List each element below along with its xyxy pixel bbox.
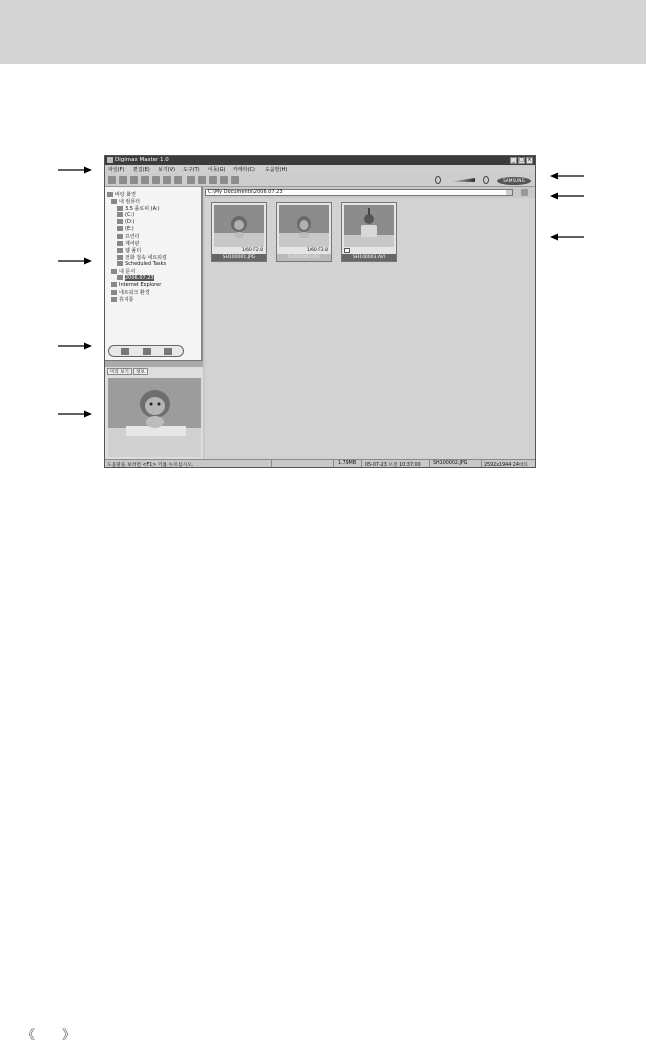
tree-item-desktop[interactable]: 바탕 화면 bbox=[107, 191, 136, 198]
tree-item-floppy[interactable]: 3.5 플로피 (A:) bbox=[117, 205, 160, 212]
share-view-icon[interactable] bbox=[164, 348, 172, 355]
thumbnail-2[interactable] bbox=[276, 202, 332, 262]
minimize-button[interactable]: _ bbox=[510, 157, 517, 164]
arrow-thumbnails-icon bbox=[550, 233, 584, 241]
status-size: 1.79MB bbox=[338, 461, 357, 466]
thumbnail-3[interactable] bbox=[341, 202, 397, 262]
status-resolution: 2592x1944 24비트 bbox=[484, 463, 529, 468]
toolbar-folder-icon[interactable] bbox=[108, 176, 116, 184]
toolbar-camera-icon[interactable] bbox=[187, 176, 195, 184]
thumbnail-image bbox=[214, 205, 264, 247]
status-bar bbox=[105, 459, 535, 467]
toolbar-rotate-right-icon[interactable] bbox=[152, 176, 160, 184]
maximize-button[interactable]: □ bbox=[519, 157, 524, 163]
network-icon bbox=[111, 290, 117, 295]
tree-item-recycle-bin[interactable]: 휴지통 bbox=[111, 296, 134, 303]
menu-file[interactable]: 파일(F) bbox=[108, 167, 125, 173]
menu-tools[interactable]: 도구(T) bbox=[183, 167, 200, 173]
menu-go[interactable]: 이동(G) bbox=[208, 167, 226, 173]
folder-icon bbox=[117, 261, 123, 266]
tree-item-printers[interactable]: 프린터 bbox=[117, 233, 140, 240]
zoom-in-icon[interactable] bbox=[483, 176, 489, 184]
desktop-icon bbox=[107, 192, 113, 197]
thumbnail-name: SH100001.JPG bbox=[212, 254, 266, 261]
folder-icon bbox=[111, 269, 117, 274]
thumbnail-image bbox=[344, 205, 394, 247]
drive-icon bbox=[117, 212, 123, 217]
control-panel-icon bbox=[117, 241, 123, 246]
menu-edit[interactable]: 편집(E) bbox=[133, 167, 150, 173]
thumbnail-pane bbox=[205, 198, 535, 459]
thumbnail-1[interactable] bbox=[211, 202, 267, 262]
view-mode-buttons bbox=[108, 345, 184, 357]
browser-icon bbox=[111, 282, 117, 287]
status-divider bbox=[429, 460, 430, 468]
menu-help[interactable]: 도움말(H) bbox=[265, 167, 288, 173]
toolbar-globe-icon[interactable] bbox=[198, 176, 206, 184]
samsung-logo: SAMSUNG bbox=[497, 177, 531, 185]
trash-icon bbox=[111, 297, 117, 302]
arrow-path-icon bbox=[550, 192, 584, 200]
thumbnail-info: 1/60 F2.8 bbox=[306, 248, 328, 253]
tree-item-drive-d[interactable]: (D:) bbox=[117, 219, 134, 226]
toolbar-copy-icon[interactable] bbox=[130, 176, 138, 184]
page-mark-left: 《 bbox=[22, 1028, 36, 1043]
drive-icon bbox=[117, 219, 123, 224]
printer-icon bbox=[117, 234, 123, 239]
status-divider bbox=[361, 460, 362, 468]
arrow-folder-tree-icon bbox=[58, 257, 92, 265]
window-title: Digimax Master 1.0 bbox=[115, 157, 169, 163]
status-date: 05-07-23 오전 10:37:00 bbox=[365, 463, 421, 468]
toolbar bbox=[105, 173, 535, 187]
thumbnail-name: SH100002.JPG bbox=[277, 254, 331, 261]
tree-item-control-panel[interactable]: 제어판 bbox=[117, 240, 140, 247]
left-pane bbox=[105, 187, 203, 459]
status-filename: SH100002.JPG bbox=[433, 461, 468, 466]
arrow-view-buttons-icon bbox=[58, 342, 92, 350]
app-icon bbox=[107, 157, 113, 163]
toolbar-rotate-left-icon[interactable] bbox=[141, 176, 149, 184]
arrow-menu-icon bbox=[58, 166, 92, 174]
menu-bar bbox=[105, 165, 535, 173]
path-field[interactable] bbox=[205, 189, 513, 196]
preview-panel bbox=[105, 360, 203, 459]
status-divider bbox=[333, 460, 334, 468]
tree-item-internet-explorer[interactable]: Internet Explorer bbox=[111, 282, 161, 289]
toolbar-film-icon[interactable] bbox=[220, 176, 228, 184]
path-dropdown-icon[interactable] bbox=[506, 190, 512, 195]
network-icon bbox=[117, 255, 123, 260]
tree-item-network[interactable]: 네트워크 환경 bbox=[111, 289, 150, 296]
tree-item-my-documents[interactable]: 내 문서 bbox=[111, 268, 135, 275]
status-divider bbox=[481, 460, 482, 468]
toolbar-home-icon[interactable] bbox=[231, 176, 239, 184]
menu-view[interactable]: 보기(V) bbox=[158, 167, 175, 173]
floppy-icon bbox=[117, 206, 123, 211]
tab-info[interactable]: 정보 bbox=[133, 368, 148, 375]
drive-icon bbox=[117, 226, 123, 231]
zoom-out-icon[interactable] bbox=[435, 176, 441, 184]
tree-item-my-computer[interactable]: 내 컴퓨터 bbox=[111, 198, 140, 205]
edit-view-icon[interactable] bbox=[143, 348, 151, 355]
computer-icon bbox=[111, 199, 117, 204]
status-progress-cell bbox=[271, 460, 333, 468]
preview-image bbox=[108, 378, 201, 457]
folder-icon bbox=[117, 248, 123, 253]
thumbnail-info: 1/60 F2.8 bbox=[241, 248, 263, 253]
close-button[interactable]: × bbox=[527, 157, 532, 163]
menu-camera[interactable]: 카메라(C) bbox=[233, 167, 255, 173]
thumbnail-image bbox=[279, 205, 329, 247]
arrow-preview-icon bbox=[58, 410, 92, 418]
app-window bbox=[104, 155, 536, 468]
folder-icon bbox=[117, 275, 123, 280]
thumbnail-name: SH100003.AVI bbox=[342, 254, 396, 261]
arrow-zoom-icon bbox=[550, 172, 584, 180]
toolbar-delete-icon[interactable] bbox=[174, 176, 182, 184]
help-icon[interactable] bbox=[521, 189, 528, 196]
toolbar-layout-icon[interactable] bbox=[209, 176, 217, 184]
zoom-slider[interactable] bbox=[447, 178, 475, 182]
preview-header bbox=[105, 361, 203, 367]
title-bar bbox=[105, 156, 535, 165]
tree-item-drive-c[interactable]: (C:) bbox=[117, 212, 134, 219]
tree-item-web-folders[interactable]: 웹 폴더 bbox=[117, 247, 141, 254]
path-text: C:\My Documents\2006.07.23 bbox=[208, 189, 283, 195]
toolbar-cut-icon[interactable] bbox=[163, 176, 171, 184]
tree-item-drive-e[interactable]: (E:) bbox=[117, 226, 134, 233]
status-help-text: 도움말을 보려면 <F1> 키를 누르십시오. bbox=[107, 463, 194, 468]
list-view-icon[interactable] bbox=[121, 348, 129, 355]
header-band bbox=[0, 0, 646, 64]
tree-item-scheduled-tasks[interactable]: Scheduled Tasks bbox=[117, 261, 166, 268]
tab-preview[interactable]: 미리 보기 bbox=[107, 368, 132, 375]
page-mark-right: 》 bbox=[62, 1028, 76, 1043]
video-file-icon bbox=[344, 248, 350, 253]
tree-item-dialup[interactable]: 전화 접속 네트워킹 bbox=[117, 254, 167, 261]
tree-item-date-folder[interactable]: 2006.07.23 bbox=[117, 275, 154, 282]
toolbar-print-icon[interactable] bbox=[119, 176, 127, 184]
